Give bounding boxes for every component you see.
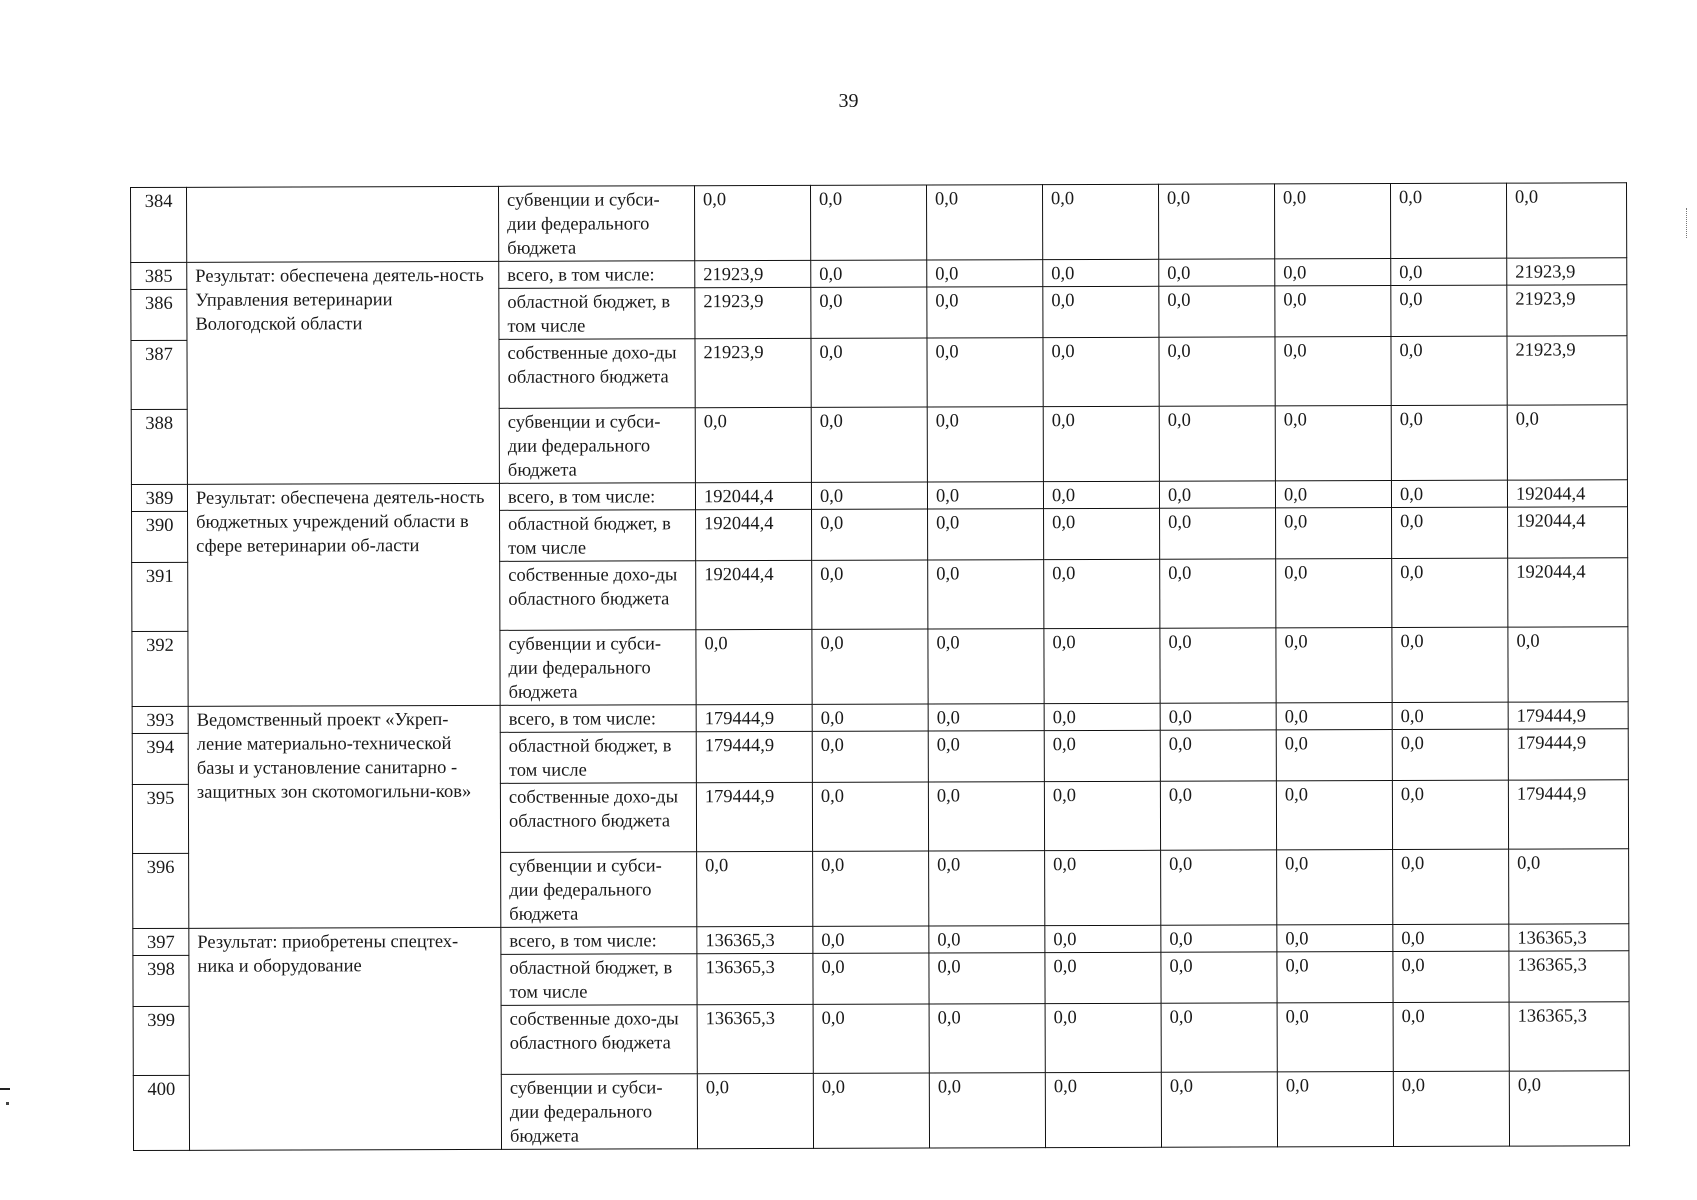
funding-source-cell: всего, в том числе: [499, 483, 695, 511]
amount-cell: 0,0 [811, 260, 927, 287]
row-number-cell: 384 [131, 187, 187, 262]
amount-cell: 0,0 [1276, 730, 1392, 781]
amount-cell: 0,0 [813, 926, 929, 953]
amount-cell: 0,0 [1161, 952, 1277, 1003]
amount-cell: 0,0 [1393, 924, 1509, 951]
amount-cell: 192044,4 [696, 509, 812, 560]
amount-cell: 0,0 [928, 560, 1044, 629]
amount-cell: 0,0 [1277, 952, 1393, 1003]
funding-source-cell: областной бюджет, в том числе [500, 732, 696, 784]
funding-source-cell: всего, в том числе: [499, 261, 695, 289]
amount-cell: 0,0 [1045, 1003, 1161, 1072]
funding-source-cell: субвенции и субси-дии федерального бюджета [501, 852, 697, 928]
amount-cell: 192044,4 [1508, 507, 1628, 558]
amount-cell: 0,0 [812, 629, 928, 704]
amount-cell: 0,0 [1044, 703, 1160, 730]
amount-cell: 179444,9 [1508, 729, 1628, 780]
result-cell [187, 186, 499, 262]
table-row [131, 183, 1627, 263]
row-number-cell: 389 [131, 484, 187, 511]
amount-cell: 0,0 [1391, 480, 1507, 507]
row-number-cell: 394 [132, 733, 188, 784]
amount-cell: 0,0 [1393, 849, 1509, 924]
amount-cell: 0,0 [695, 407, 811, 482]
amount-cell: 0,0 [929, 953, 1045, 1004]
amount-cell: 21923,9 [1507, 258, 1627, 285]
funding-source-cell: собственные дохо-ды областного бюджета [501, 1005, 697, 1075]
amount-cell: 21923,9 [695, 287, 811, 338]
amount-cell: 21923,9 [695, 260, 811, 287]
amount-cell: 0,0 [811, 287, 927, 338]
amount-cell: 0,0 [812, 731, 928, 782]
amount-cell: 136365,3 [697, 1004, 813, 1073]
amount-cell: 0,0 [1392, 702, 1508, 729]
scan-edge-mark [1686, 208, 1689, 238]
budget-table-body [131, 183, 1630, 1151]
amount-cell: 0,0 [1159, 259, 1275, 286]
amount-cell: 21923,9 [1507, 336, 1627, 405]
amount-cell: 21923,9 [695, 338, 811, 407]
row-number-cell: 391 [132, 562, 188, 631]
amount-cell: 0,0 [813, 953, 929, 1004]
amount-cell: 0,0 [1393, 1071, 1509, 1146]
row-number-cell: 387 [131, 340, 187, 409]
amount-cell: 0,0 [1044, 628, 1160, 703]
amount-cell: 0,0 [812, 560, 928, 629]
funding-source-cell: собственные дохо-ды областного бюджета [499, 339, 695, 409]
result-cell: Результат: приобретены спецтех-ника и оборудование [189, 927, 502, 1150]
amount-cell: 0,0 [927, 287, 1043, 338]
amount-cell: 0,0 [1275, 406, 1391, 481]
funding-source-cell: всего, в том числе: [501, 927, 697, 955]
amount-cell: 179444,9 [696, 782, 812, 851]
amount-cell: 0,0 [1391, 285, 1507, 336]
funding-source-cell: собственные дохо-ды областного бюджета [500, 561, 696, 631]
amount-cell: 0,0 [1391, 258, 1507, 285]
amount-cell: 0,0 [1277, 1003, 1393, 1072]
amount-cell: 0,0 [1160, 628, 1276, 703]
amount-cell: 0,0 [812, 704, 928, 731]
amount-cell: 179444,9 [1508, 702, 1628, 729]
amount-cell: 0,0 [1161, 1003, 1277, 1072]
amount-cell: 21923,9 [1507, 285, 1627, 336]
row-number-cell: 398 [133, 955, 189, 1006]
amount-cell: 192044,4 [695, 482, 811, 509]
amount-cell: 0,0 [1044, 781, 1160, 850]
page-number: 39 [838, 90, 859, 112]
row-number-cell: 386 [131, 289, 187, 340]
funding-source-cell: собственные дохо-ды областного бюджета [500, 783, 696, 853]
scan-margin-mark [0, 1088, 10, 1090]
amount-cell: 0,0 [1507, 405, 1627, 480]
amount-cell: 0,0 [697, 851, 813, 926]
amount-cell: 0,0 [927, 407, 1043, 482]
amount-cell: 0,0 [1161, 925, 1277, 952]
amount-cell: 0,0 [1277, 1072, 1393, 1147]
funding-source-cell: областной бюджет, в том числе [499, 288, 695, 340]
amount-cell: 0,0 [1159, 337, 1275, 406]
table-row [131, 258, 1627, 290]
table-row [131, 480, 1627, 512]
budget-table-sheet [130, 182, 1629, 1151]
amount-cell: 0,0 [694, 185, 810, 260]
amount-cell: 0,0 [1509, 1071, 1629, 1146]
row-number-cell: 393 [132, 706, 188, 733]
amount-cell: 0,0 [1275, 286, 1391, 337]
amount-cell: 0,0 [1390, 183, 1506, 258]
amount-cell: 0,0 [697, 1073, 813, 1148]
amount-cell: 0,0 [1043, 259, 1159, 286]
amount-cell: 0,0 [1277, 850, 1393, 925]
amount-cell: 0,0 [1506, 183, 1626, 258]
amount-cell: 192044,4 [1507, 480, 1627, 507]
amount-cell: 0,0 [928, 629, 1044, 704]
amount-cell: 0,0 [696, 629, 812, 704]
result-cell: Результат: обеспечена деятель-ность Управления ветеринарии Вологодской области [187, 261, 500, 484]
amount-cell: 0,0 [1045, 925, 1161, 952]
funding-source-cell: субвенции и субси-дии федерального бюджета [500, 630, 696, 706]
amount-cell: 136365,3 [1509, 951, 1629, 1002]
row-number-cell: 396 [133, 853, 189, 928]
amount-cell: 0,0 [927, 338, 1043, 407]
amount-cell: 0,0 [929, 1004, 1045, 1073]
row-number-cell: 397 [133, 928, 189, 955]
row-number-cell: 395 [132, 784, 188, 853]
amount-cell: 0,0 [1045, 952, 1161, 1003]
scan-margin-dot [6, 1102, 9, 1105]
result-cell: Ведомственный проект «Укреп-ление материально-технической базы и установление санитарно - защитных зон скотомогильни-ков» [188, 705, 501, 928]
amount-cell: 0,0 [1043, 337, 1159, 406]
amount-cell: 0,0 [1508, 627, 1628, 702]
row-number-cell: 390 [132, 511, 188, 562]
amount-cell: 0,0 [812, 509, 928, 560]
amount-cell: 0,0 [1276, 508, 1392, 559]
amount-cell: 0,0 [929, 851, 1045, 926]
amount-cell: 0,0 [1045, 1072, 1161, 1147]
amount-cell: 0,0 [1392, 507, 1508, 558]
amount-cell: 0,0 [929, 1073, 1045, 1148]
amount-cell: 0,0 [1392, 780, 1508, 849]
amount-cell: 0,0 [811, 407, 927, 482]
funding-source-cell: всего, в том числе: [500, 705, 696, 733]
funding-source-cell: субвенции и субси-дии федерального бюджета [501, 1074, 697, 1150]
amount-cell: 0,0 [1391, 336, 1507, 405]
amount-cell: 0,0 [1275, 481, 1391, 508]
amount-cell: 0,0 [928, 731, 1044, 782]
amount-cell: 0,0 [1158, 184, 1274, 259]
amount-cell: 0,0 [1276, 628, 1392, 703]
row-number-cell: 388 [131, 409, 187, 484]
amount-cell: 0,0 [1393, 1002, 1509, 1071]
table-row [132, 702, 1628, 734]
amount-cell: 0,0 [1159, 406, 1275, 481]
funding-source-cell: субвенции и субси-дии федерального бюджета [498, 186, 694, 262]
amount-cell: 136365,3 [1509, 924, 1629, 951]
amount-cell: 0,0 [928, 704, 1044, 731]
amount-cell: 0,0 [1160, 730, 1276, 781]
row-number-cell: 385 [131, 262, 187, 289]
amount-cell: 0,0 [1393, 951, 1509, 1002]
amount-cell: 0,0 [813, 1004, 929, 1073]
amount-cell: 0,0 [1276, 703, 1392, 730]
amount-cell: 0,0 [811, 482, 927, 509]
amount-cell: 0,0 [1161, 850, 1277, 925]
budget-table [130, 182, 1630, 1151]
amount-cell: 0,0 [1277, 925, 1393, 952]
amount-cell: 0,0 [1159, 481, 1275, 508]
amount-cell: 179444,9 [696, 704, 812, 731]
table-row [133, 924, 1629, 956]
row-number-cell: 400 [133, 1075, 189, 1150]
amount-cell: 0,0 [1045, 850, 1161, 925]
amount-cell: 0,0 [927, 482, 1043, 509]
row-number-cell: 392 [132, 631, 188, 706]
amount-cell: 179444,9 [696, 731, 812, 782]
amount-cell: 0,0 [927, 260, 1043, 287]
amount-cell: 0,0 [812, 782, 928, 851]
amount-cell: 0,0 [811, 338, 927, 407]
amount-cell: 0,0 [1159, 286, 1275, 337]
amount-cell: 136365,3 [1509, 1002, 1629, 1071]
amount-cell: 0,0 [1044, 508, 1160, 559]
amount-cell: 0,0 [1276, 559, 1392, 628]
amount-cell: 0,0 [1043, 406, 1159, 481]
amount-cell: 0,0 [929, 926, 1045, 953]
amount-cell: 0,0 [1160, 508, 1276, 559]
amount-cell: 0,0 [1160, 781, 1276, 850]
amount-cell: 0,0 [1160, 703, 1276, 730]
amount-cell: 0,0 [810, 185, 926, 260]
amount-cell: 0,0 [1044, 730, 1160, 781]
row-number-cell: 399 [133, 1006, 189, 1075]
amount-cell: 0,0 [1042, 184, 1158, 259]
amount-cell: 0,0 [926, 185, 1042, 260]
amount-cell: 0,0 [1274, 184, 1390, 259]
amount-cell: 0,0 [1391, 405, 1507, 480]
amount-cell: 192044,4 [696, 560, 812, 629]
amount-cell: 0,0 [1392, 627, 1508, 702]
amount-cell: 0,0 [928, 782, 1044, 851]
amount-cell: 0,0 [1509, 849, 1629, 924]
amount-cell: 0,0 [1043, 481, 1159, 508]
amount-cell: 179444,9 [1508, 780, 1628, 849]
amount-cell: 0,0 [1276, 781, 1392, 850]
amount-cell: 0,0 [1275, 259, 1391, 286]
amount-cell: 0,0 [928, 509, 1044, 560]
funding-source-cell: областной бюджет, в том числе [500, 510, 696, 562]
amount-cell: 0,0 [1161, 1072, 1277, 1147]
amount-cell: 136365,3 [697, 953, 813, 1004]
funding-source-cell: областной бюджет, в том числе [501, 954, 697, 1006]
amount-cell: 0,0 [1160, 559, 1276, 628]
amount-cell: 0,0 [1044, 559, 1160, 628]
amount-cell: 136365,3 [697, 926, 813, 953]
amount-cell: 0,0 [1275, 337, 1391, 406]
amount-cell: 0,0 [1043, 286, 1159, 337]
amount-cell: 0,0 [813, 851, 929, 926]
amount-cell: 0,0 [1392, 729, 1508, 780]
amount-cell: 0,0 [813, 1073, 929, 1148]
amount-cell: 0,0 [1392, 558, 1508, 627]
result-cell: Результат: обеспечена деятель-ность бюджетных учреждений области в сфере ветеринарии об-ласти [187, 483, 500, 706]
funding-source-cell: субвенции и субси-дии федерального бюджета [499, 408, 695, 484]
amount-cell: 192044,4 [1508, 558, 1628, 627]
